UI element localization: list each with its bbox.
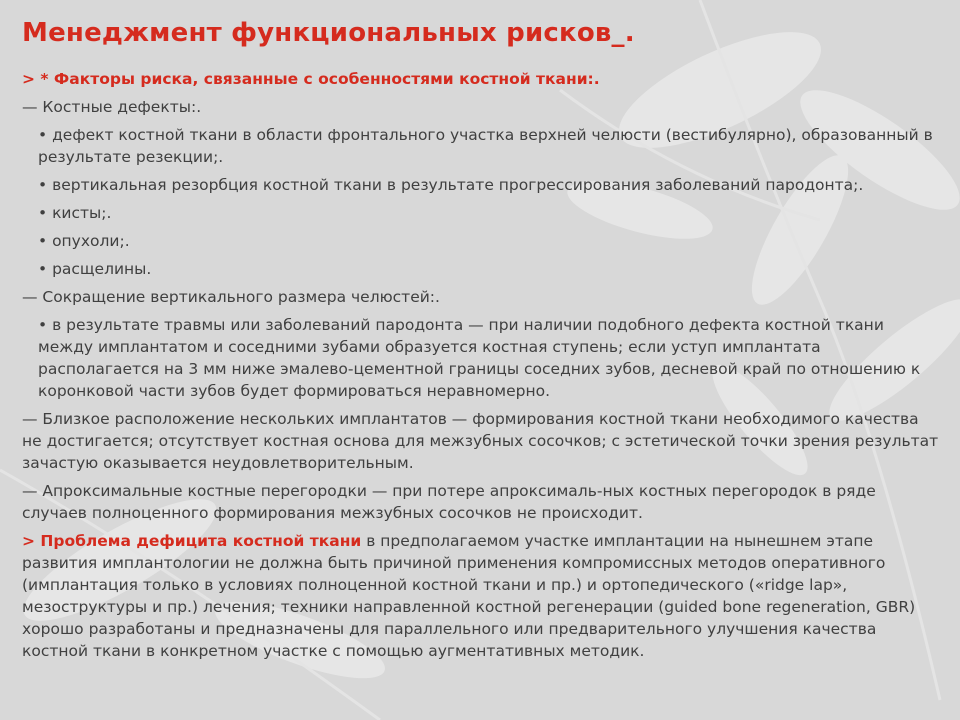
list-item: • расщелины. [38, 260, 152, 278]
section-bone-defects: — Костные дефекты:. [22, 98, 202, 116]
list-item: • дефект костной ткани в области фронтального участка верхней челюсти (вестибулярно), образованный в результате резекции;. [38, 126, 933, 166]
slide-content [22, 68, 942, 668]
final-text: в предполагаемом участке имплантации на нынешнем этапе развития имплантологии не должна быть причиной применения компромиссных методов оперативного (имплантация только в условиях полноценной костной ткани и пр.) и ортопедического («ridge lap», мезоструктуры и пр.) лечения; техники направленной костной регенерации (guided bone regeneration, GBR) хорошо разработаны и предназначены для параллельного или предварительного улучшения качества костной ткани в конкретном участке с помощью аугментативных методик. [22, 532, 916, 660]
section-vertical-reduction: — Сокращение вертикального размера челюстей:. [22, 288, 440, 306]
list-item: • опухоли;. [38, 232, 130, 250]
list-item: • в результате травмы или заболеваний пародонта — при наличии подобного дефекта костной ткани между имплантатом и соседними зубами образуется костная ступень; если уступ имплантата располагается на 3 мм ниже эмалево-цементной границы соседних зубов, десневой край по отношению к коронковой части зубов будет формироваться неравномерно. [38, 316, 921, 400]
slide-title: Менеджмент функциональных рисков_. [22, 18, 635, 48]
section-close-implants: — Близкое расположение нескольких имплантатов — формирования костной ткани необходимого качества не достигается; отсутствует костная основа для межзубных сосочков; с эстетической точки зрения результат зачастую оказывается неудовлетворительным. [22, 410, 939, 472]
final-paragraph [22, 530, 942, 662]
section-approximal-septa: — Апроксимальные костные перегородки — при потере апроксималь-ных костных перегородок в ряде случаев полноценного формирования межзубных сосочков не происходит. [22, 482, 876, 522]
list-item: • кисты;. [38, 204, 112, 222]
list-item: • вертикальная резорбция костной ткани в результате прогрессирования заболеваний пародонта;. [38, 176, 864, 194]
final-prefix: > Проблема дефицита костной ткани [22, 532, 362, 550]
subtitle: > * Факторы риска, связанные с особенностями костной ткани:. [22, 70, 600, 88]
